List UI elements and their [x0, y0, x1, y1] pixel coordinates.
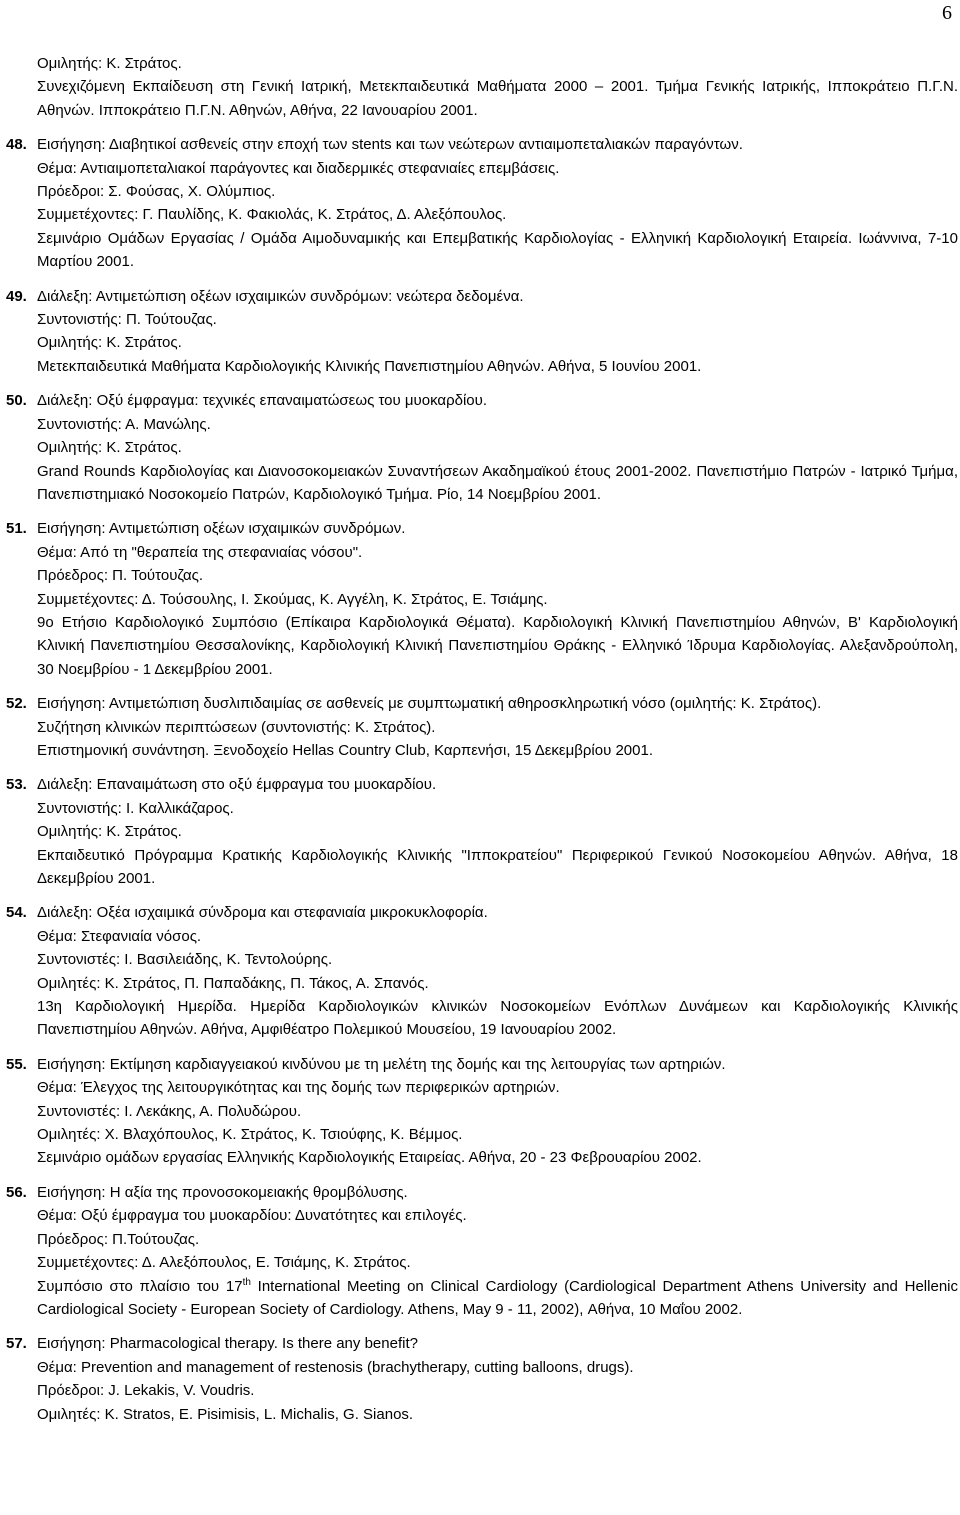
document-body	[0, 52, 960, 1426]
intro-line: Συνεχιζόμενη Εκπαίδευση στη Γενική Ιατρική, Μετεκπαιδευτικά Μαθήματα 2000 – 2001. Τμήμα Γενικής Ιατρικής, Ιπποκράτειο Π.Γ.Ν. Αθηνών. Ιπποκράτειο Π.Γ.Ν. Αθηνών, Αθήνα, 22 Ιανουαρίου 2001.	[37, 78, 958, 119]
entry-line-with-superscript	[37, 1275, 958, 1322]
entry-line: Μετεκπαιδευτικά Μαθήματα Καρδιολογικής Κλινικής Πανεπιστημίου Αθηνών. Αθήνα, 5 Ιουνίου 2001.	[37, 357, 702, 375]
entry-line: Πρόεδροι: Σ. Φούσας, Χ. Ολύμπιος.	[37, 183, 276, 201]
entry-line: Πρόεδρος: Π.Τούτουζας.	[37, 1230, 200, 1248]
entry-line: Συντονιστής: Ι. Καλλικάζαρος.	[37, 799, 234, 817]
entry-gap	[0, 274, 960, 285]
entry-gap	[0, 762, 960, 773]
entry-gap	[0, 681, 960, 692]
entry-line: Ομιλητές: K. Stratos, E. Pisimisis, L. Michalis, G. Sianos.	[37, 1405, 414, 1423]
entry-number: 57.	[6, 1335, 27, 1353]
entry	[0, 1332, 960, 1426]
entry-line: Ομιλητής: Κ. Στράτος.	[37, 334, 182, 352]
entries-list	[0, 122, 960, 1426]
entry-line: Εισήγηση: Αντιμετώπιση οξέων ισχαιμικών συνδρόμων.	[37, 520, 406, 538]
entry-line: Θέμα: Αντιαιμοπεταλιακοί παράγοντες και διαδερμικές στεφανιαίες επεμβάσεις.	[37, 159, 560, 177]
entry	[0, 133, 960, 273]
entry	[0, 1181, 960, 1321]
entry-line: Διάλεξη: Αντιμετώπιση οξέων ισχαιμικών συνδρόμων: νεώτερα δεδομένα.	[37, 287, 524, 305]
entry-line: Συμμετέχοντες: Δ. Αλεξόπουλος, Ε. Τσιάμης, Κ. Στράτος.	[37, 1254, 411, 1272]
entry-line: Grand Rounds Καρδιολογίας και Διανοσοκομειακών Συναντήσεων Ακαδημαϊκού έτους 2001-2002. Πανεπιστήμιο Πατρών - Ιατρικό Τμήμα, Πανεπιστημιακό Νοσοκομείο Πατρών, Καρδιολογικό Τμήμα. Ρίο, 14 Νοεμβρίου 2001.	[37, 462, 958, 503]
page-number: 6	[942, 2, 952, 24]
entry-line: Εισήγηση: Διαβητικοί ασθενείς στην εποχή των stents και των νεώτερων αντιαιμοπεταλιακών παραγόντων.	[37, 136, 743, 154]
entry-line: Εισήγηση: Pharmacological therapy. Is there any benefit?	[37, 1335, 418, 1353]
entry-line: Πρόεδρος: Π. Τούτουζας.	[37, 567, 204, 585]
entry-line: Σεμινάριο Ομάδων Εργασίας / Ομάδα Αιμοδυναμικής και Επεμβατικής Καρδιολογίας - Ελληνική Καρδιολογική Εταιρεία. Ιωάννινα, 7-10 Μαρτίου 2001.	[37, 229, 958, 271]
entry-line: Θέμα: Έλεγχος της λειτουργικότητας και της δομής των περιφερικών αρτηριών.	[37, 1079, 560, 1097]
entry-number: 48.	[6, 136, 27, 154]
entry-line: Σεμινάριο ομάδων εργασίας Ελληνικής Καρδιολογικής Εταιρείας. Αθήνα, 20 - 23 Φεβρουαρίου 2002.	[37, 1149, 702, 1167]
entry-line: Συμμετέχοντες: Γ. Παυλίδης, Κ. Φακιολάς, Κ. Στράτος, Δ. Αλεξόπουλος.	[37, 206, 507, 224]
entry-line: Διάλεξη: Επαναιμάτωση στο οξύ έμφραγμα του μυοκαρδίου.	[37, 776, 437, 794]
entry-line: Συντονιστές: Ι. Λεκάκης, Α. Πολυδώρου.	[37, 1102, 302, 1120]
entry-line: 9ο Ετήσιο Καρδιολογικό Συμπόσιο (Επίκαιρα Καρδιολογικά Θέματα). Καρδιολογική Κλινική Πανεπιστημίου Αθηνών, Β' Καρδιολογική Κλινική Πανεπιστημίου Θεσσαλονίκης, Καρδιολογική Κλινική Πανεπιστημίου Θράκης - Ελληνικό Ίδρυμα Καρδιολογίας. Αλεξανδρούπολη, 30 Νοεμβρίου - 1 Δεκεμβρίου 2001.	[37, 613, 958, 678]
entry-line: Εισήγηση: Αντιμετώπιση δυσλιπιδαιμίας σε ασθενείς με συμπτωματική αθηροσκληρωτική νόσο (ομιλητής: Κ. Στράτος).	[37, 695, 822, 713]
intro-line: Ομιλητής: Κ. Στράτος.	[37, 55, 182, 72]
entry-number: 56.	[6, 1183, 27, 1201]
entry-gap	[0, 1170, 960, 1181]
entry-gap	[0, 506, 960, 517]
entry-gap	[0, 122, 960, 133]
ordinal-superscript: th	[242, 1276, 251, 1288]
entry-line: Εισήγηση: Εκτίμηση καρδιαγγειακού κινδύνου με τη μελέτη της δομής και της λειτουργίας των αρτηριών.	[37, 1055, 726, 1073]
entry-line-text: Συμπόσιο στο πλαίσιο του 17	[37, 1277, 243, 1295]
entry-line: Θέμα: Από τη "θεραπεία της στεφανιαίας νόσου".	[37, 543, 363, 561]
entry-line: Ομιλητής: Κ. Στράτος.	[37, 823, 182, 841]
entry-number: 52.	[6, 695, 27, 713]
entry-gap	[0, 378, 960, 389]
entry-line: Θέμα: Στεφανιαία νόσος.	[37, 927, 202, 945]
entry	[0, 517, 960, 681]
entry-line: Ομιλητές: Κ. Στράτος, Π. Παπαδάκης, Π. Τάκος, Α. Σπανός.	[37, 974, 429, 992]
entry-line: 13η Καρδιολογική Ημερίδα. Ημερίδα Καρδιολογικών κλινικών Νοσοκομείων Ενόπλων Δυνάμεων και Καρδιολογικής Κλινικής Πανεπιστημίου Αθηνών. Αθήνα, Αμφιθέατρο Πολεμικού Μουσείου, 19 Ιανουαρίου 2002.	[37, 998, 958, 1039]
entry-line: Διάλεξη: Οξύ έμφραγμα: τεχνικές επαναιματώσεως του μυοκαρδίου.	[37, 392, 487, 410]
entry-number: 53.	[6, 776, 27, 794]
entry-line: Συντονιστές: Ι. Βασιλειάδης, Κ. Τεντολούρης.	[37, 951, 333, 969]
entry-line: Ομιλητές: Χ. Βλαχόπουλος, Κ. Στράτος, Κ. Τσιούφης, Κ. Βέμμος.	[37, 1126, 463, 1144]
entry-number: 51.	[6, 520, 27, 538]
entry-gap	[0, 1321, 960, 1332]
entry	[0, 389, 960, 506]
entry-line: Συντονιστής: Α. Μανώλης.	[37, 415, 211, 433]
entry	[0, 901, 960, 1041]
entry	[0, 1053, 960, 1170]
entry-line: Συντονιστής: Π. Τούτουζας.	[37, 311, 217, 329]
entry-number: 49.	[6, 287, 27, 305]
entry-line: Συμμετέχοντες: Δ. Τούσουλης, Ι. Σκούμας, Κ. Αγγέλη, Κ. Στράτος, Ε. Τσιάμης.	[37, 590, 548, 608]
entry	[0, 692, 960, 762]
intro-block	[0, 52, 960, 122]
entry-line: Επιστημονική συνάντηση. Ξενοδοχείο Hellas Country Club, Καρπενήσι, 15 Δεκεμβρίου 2001.	[37, 741, 653, 759]
entry-number: 50.	[6, 392, 27, 410]
entry-line: Συζήτηση κλινικών περιπτώσεων (συντονιστής: Κ. Στράτος).	[37, 718, 436, 736]
entry-gap	[0, 890, 960, 901]
entry	[0, 773, 960, 890]
entry-number: 55.	[6, 1055, 27, 1073]
entry-line: Εκπαιδευτικό Πρόγραμμα Κρατικής Καρδιολογικής Κλινικής "Ιπποκρατείου" Περιφερικού Γενικού Νοσοκομείου Αθηνών. Αθήνα, 18 Δεκεμβρίου 2001.	[37, 846, 958, 887]
entry-line: Θέμα: Οξύ έμφραγμα του μυοκαρδίου: Δυνατότητες και επιλογές.	[37, 1207, 467, 1225]
entry-line-text: International Meeting on Clinical Cardiology (Cardiological Department Athens University and Hellenic Cardiological Society - European Society of Cardiology. Athens, May 9 - 11, 2002), Αθήνα, 10 Μαΐου 2002.	[37, 1277, 958, 1318]
entry-line: Ομιλητής: Κ. Στράτος.	[37, 439, 182, 457]
entry-line: Πρόεδροι: J. Lekakis, V. Voudris.	[37, 1382, 255, 1400]
entry	[0, 285, 960, 379]
entry-number: 54.	[6, 904, 27, 922]
entry-line: Διάλεξη: Οξέα ισχαιμικά σύνδρομα και στεφανιαία μικροκυκλοφορία.	[37, 904, 488, 922]
entry-line: Θέμα: Prevention and management of restenosis (brachytherapy, cutting balloons, drugs).	[37, 1358, 634, 1376]
entry-gap	[0, 1042, 960, 1053]
entry-line: Εισήγηση: Η αξία της προνοσοκομειακής θρομβόλυσης.	[37, 1183, 408, 1201]
